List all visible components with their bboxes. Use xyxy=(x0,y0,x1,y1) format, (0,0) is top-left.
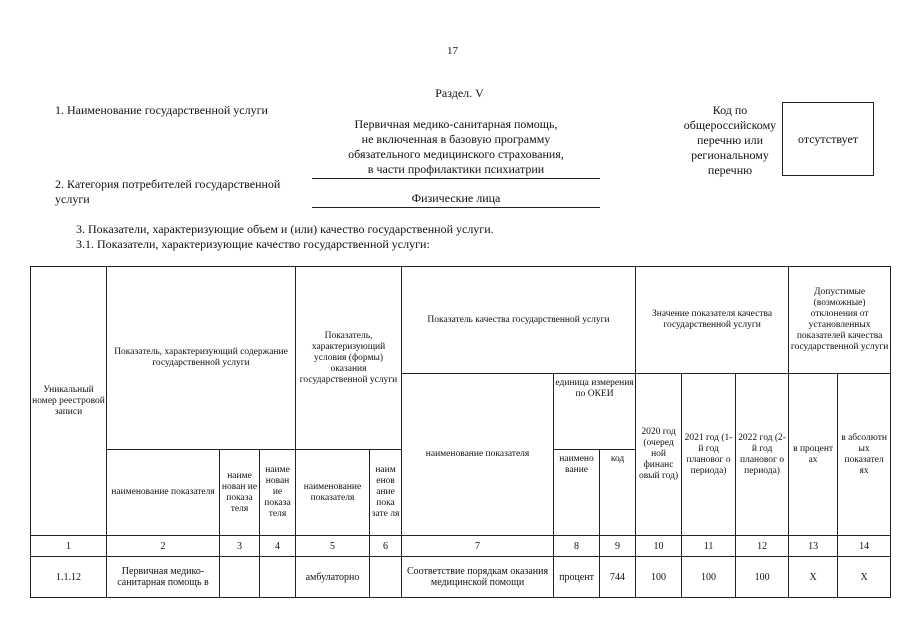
header-content-name-2: наиме нован ие показа теля xyxy=(220,450,260,536)
column-number: 3 xyxy=(220,536,260,557)
cell-value-2021: 100 xyxy=(682,557,736,598)
cell-value-2022: 100 xyxy=(736,557,789,598)
table-row xyxy=(31,557,891,598)
header-content: Показатель, характеризующий содержание государственной услуги xyxy=(107,267,296,450)
column-number: 10 xyxy=(636,536,682,557)
header-content-name-3: наиме нован ие показа теля xyxy=(260,450,296,536)
consumers-label: 2. Категория потребителей государственной услуги xyxy=(55,177,281,206)
okved-label-line: перечню xyxy=(707,163,753,177)
header-content-name: наименование показателя xyxy=(107,450,220,536)
header-value: Значение показателя качества государственной услуги xyxy=(636,267,789,374)
header-registry: Уникальный номер реестровой записи xyxy=(31,267,107,536)
cell-deviation-percent: Х xyxy=(789,557,838,598)
okved-value-box xyxy=(782,102,874,176)
cell-deviation-absolute: Х xyxy=(838,557,891,598)
column-number: 14 xyxy=(838,536,891,557)
header-deviation: Допустимые (возможные) отклонения от установленных показателей качества государственной услуги xyxy=(789,267,891,374)
header-deviation-percent: в процент ах xyxy=(789,374,838,536)
header-year-2022: 2022 год (2-й год плановог о периода) xyxy=(736,374,789,536)
column-numbers-row xyxy=(31,536,891,557)
column-number: 5 xyxy=(296,536,370,557)
indicators-heading: 3. Показатели, характеризующие объем и (или) качество государственной услуги. xyxy=(76,222,494,236)
cell-indicator: Соответствие порядкам оказания медицинской помощи xyxy=(402,557,554,598)
column-number: 6 xyxy=(370,536,402,557)
indicators-subheading: 3.1. Показатели, характеризующие качество государственной услуги: xyxy=(76,237,430,251)
service-name-line: в части профилактики психиатрии xyxy=(367,162,545,176)
okved-value: отсутствует xyxy=(797,131,859,146)
header-indicator-name: наименование показателя xyxy=(402,374,554,536)
okved-label xyxy=(660,103,800,178)
service-name-line: Первичная медико-санитарная помощь, xyxy=(354,117,558,131)
header-year-2020: 2020 год (очеред ной финанс овый год) xyxy=(636,374,682,536)
column-number: 9 xyxy=(600,536,636,557)
service-name-label: 1. Наименование государственной услуги xyxy=(55,103,268,117)
header-quality: Показатель качества государственной услуги xyxy=(402,267,636,374)
column-number: 4 xyxy=(260,536,296,557)
cell-condition-2 xyxy=(370,557,402,598)
column-number: 1 xyxy=(31,536,107,557)
cell-condition: амбулаторно xyxy=(296,557,370,598)
quality-table xyxy=(30,266,891,598)
okved-label-line: региональному xyxy=(691,148,769,162)
cell-content: Первичная медико-санитарная помощь в xyxy=(107,557,220,598)
okved-label-line: перечню или xyxy=(696,133,764,147)
cell-content-2 xyxy=(220,557,260,598)
okved-label-line: общероссийскому xyxy=(683,118,777,132)
column-number: 11 xyxy=(682,536,736,557)
header-unit-name: наимено вание xyxy=(554,450,600,536)
column-number: 8 xyxy=(554,536,600,557)
cell-code: 744 xyxy=(600,557,636,598)
consumers-value: Физические лица xyxy=(312,191,600,208)
section-title: Раздел. V xyxy=(435,86,484,100)
header-unit: единица измерения по ОКЕИ xyxy=(554,374,636,450)
column-number: 13 xyxy=(789,536,838,557)
column-number: 12 xyxy=(736,536,789,557)
cell-value-2020: 100 xyxy=(636,557,682,598)
service-name-value xyxy=(312,117,600,179)
cell-unit: процент xyxy=(554,557,600,598)
header-conditions: Показатель, характеризующий условия (формы) оказания государственной услуги xyxy=(296,267,402,450)
cell-registry: 1.1.12 xyxy=(31,557,107,598)
cell-content-3 xyxy=(260,557,296,598)
header-year-2021: 2021 год (1-й год плановог о периода) xyxy=(682,374,736,536)
page-number: 17 xyxy=(447,45,458,57)
okved-label-line: Код по xyxy=(712,103,748,117)
service-name-line: не включенная в базовую программу xyxy=(361,132,551,146)
column-number: 2 xyxy=(107,536,220,557)
header-deviation-absolute: в абсолютн ых показател ях xyxy=(838,374,891,536)
header-condition-name-2: наим енов ание пока зате ля xyxy=(370,450,402,536)
service-name-line: обязательного медицинского страхования, xyxy=(348,147,564,161)
header-condition-name: наименование показателя xyxy=(296,450,370,536)
header-unit-code: код xyxy=(600,450,636,536)
column-number: 7 xyxy=(402,536,554,557)
